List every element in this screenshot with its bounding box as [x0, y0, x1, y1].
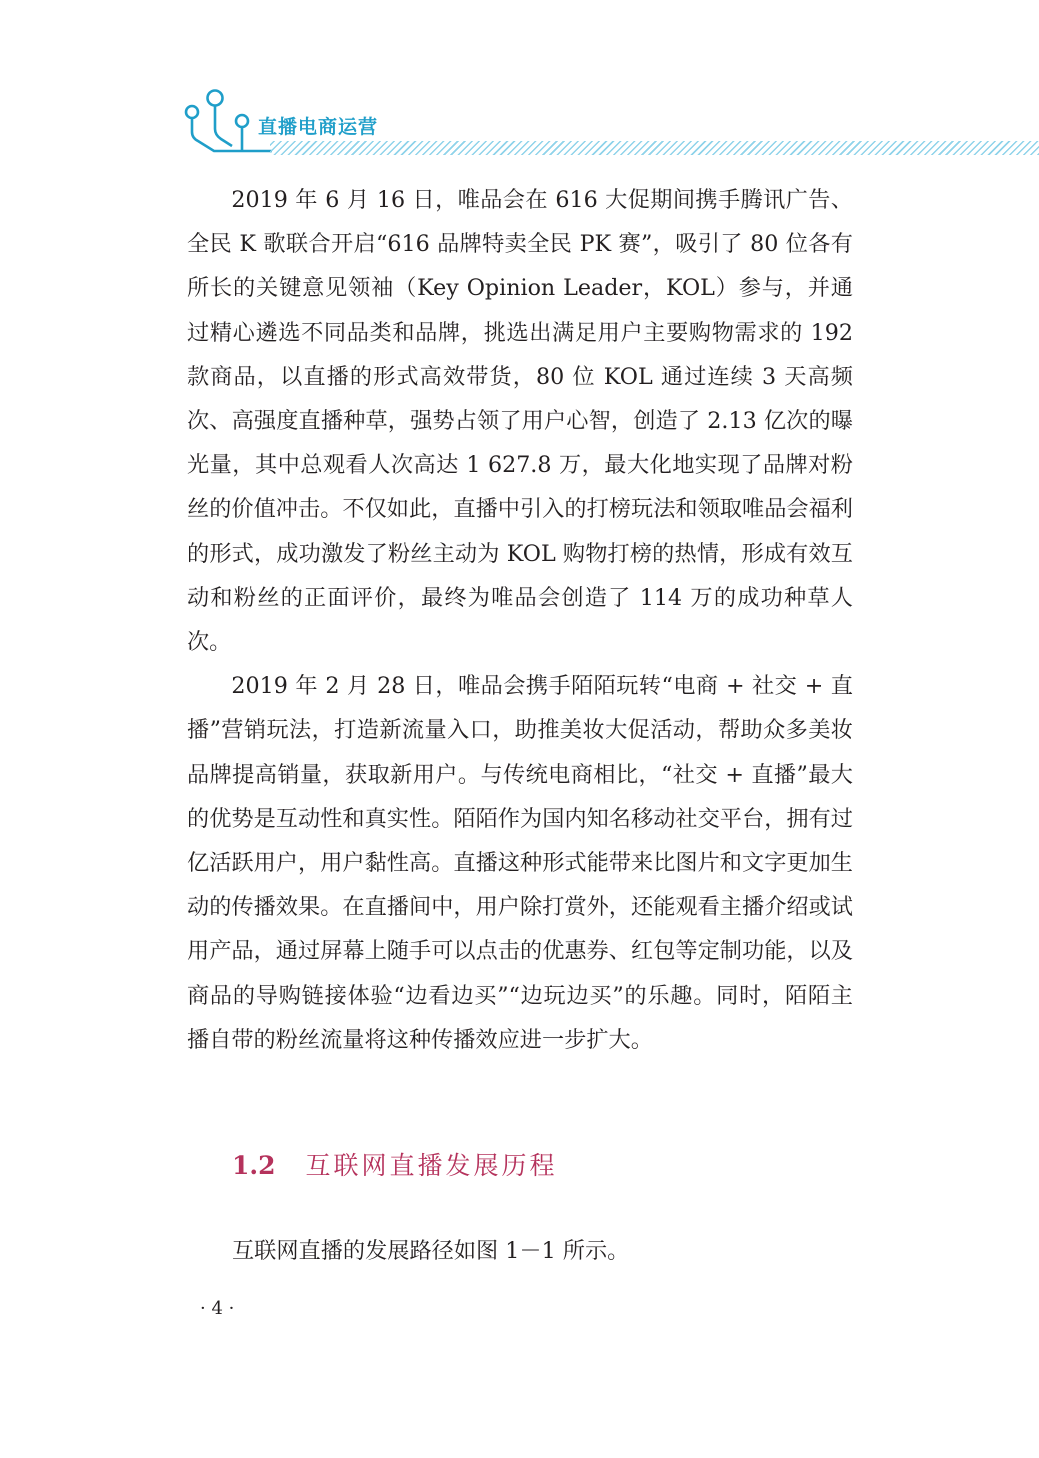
paragraph-vip-616-campaign: 2019 年 6 月 16 日，唯品会在 616 大促期间携手腾讯广告、全民 K 歌联合开启“616 品牌特卖全民 PK 赛”，吸引了 80 位各有所长的关键意见领袖（Key Opinion Leader，KOL）参与，并通过精心遴选不同品类和品牌，挑选出满足用户主要购物需求的 192 款商品，以直播的形式高效带货，80 位 KOL 通过连续 3 天高频次、高强度直播种草，强势占领了用户心智，创造了 2.13 亿次的曝光量，其中总观看人次高达 1 627.8 万，最大化地实现了品牌对粉丝的价值冲击。不仅如此，直播中引入的打榜玩法和领取唯品会福利的形式，成功激发了粉丝主动为 KOL 购物打榜的热情，形成有效互动和粉丝的正面评价，最终为唯品会创造了 114 万的成功种草人次。 — [187, 187, 853, 656]
section-heading — [232, 1146, 558, 1182]
body-text — [187, 178, 853, 1062]
section-number: 1.2 — [232, 1151, 276, 1180]
paragraph-vip-momo-campaign: 2019 年 2 月 28 日，唯品会携手陌陌玩转“电商 + 社交 + 直播”营销玩法，打造新流量入口，助推美妆大促活动，帮助众多美妆品牌提高销量，获取新用户。与传统电商相比，“社交 + 直播”最大的优势是互动性和真实性。陌陌作为国内知名移动社交平台，拥有过亿活跃用户，用户黏性高。直播这种形式能带来比图片和文字更加生动的传播效果。在直播间中，用户除打赏外，还能观看主播介绍或试用产品，通过屏幕上随手可以点击的优惠券、红包等定制功能，以及商品的导购链接体验“边看边买”“边玩边买”的乐趣。同时，陌陌主播自带的粉丝流量将这种传播效应进一步扩大。 — [187, 673, 853, 1053]
section-title: 互联网直播发展历程 — [305, 1151, 558, 1180]
page-number: · 4 · — [200, 1298, 235, 1319]
figure-reference-text: 互联网直播的发展路径如图 1－1 所示。 — [232, 1238, 630, 1264]
running-header-title: 直播电商运营 — [258, 116, 379, 138]
header-hatch-bar — [270, 141, 1039, 155]
running-header — [180, 85, 1039, 160]
